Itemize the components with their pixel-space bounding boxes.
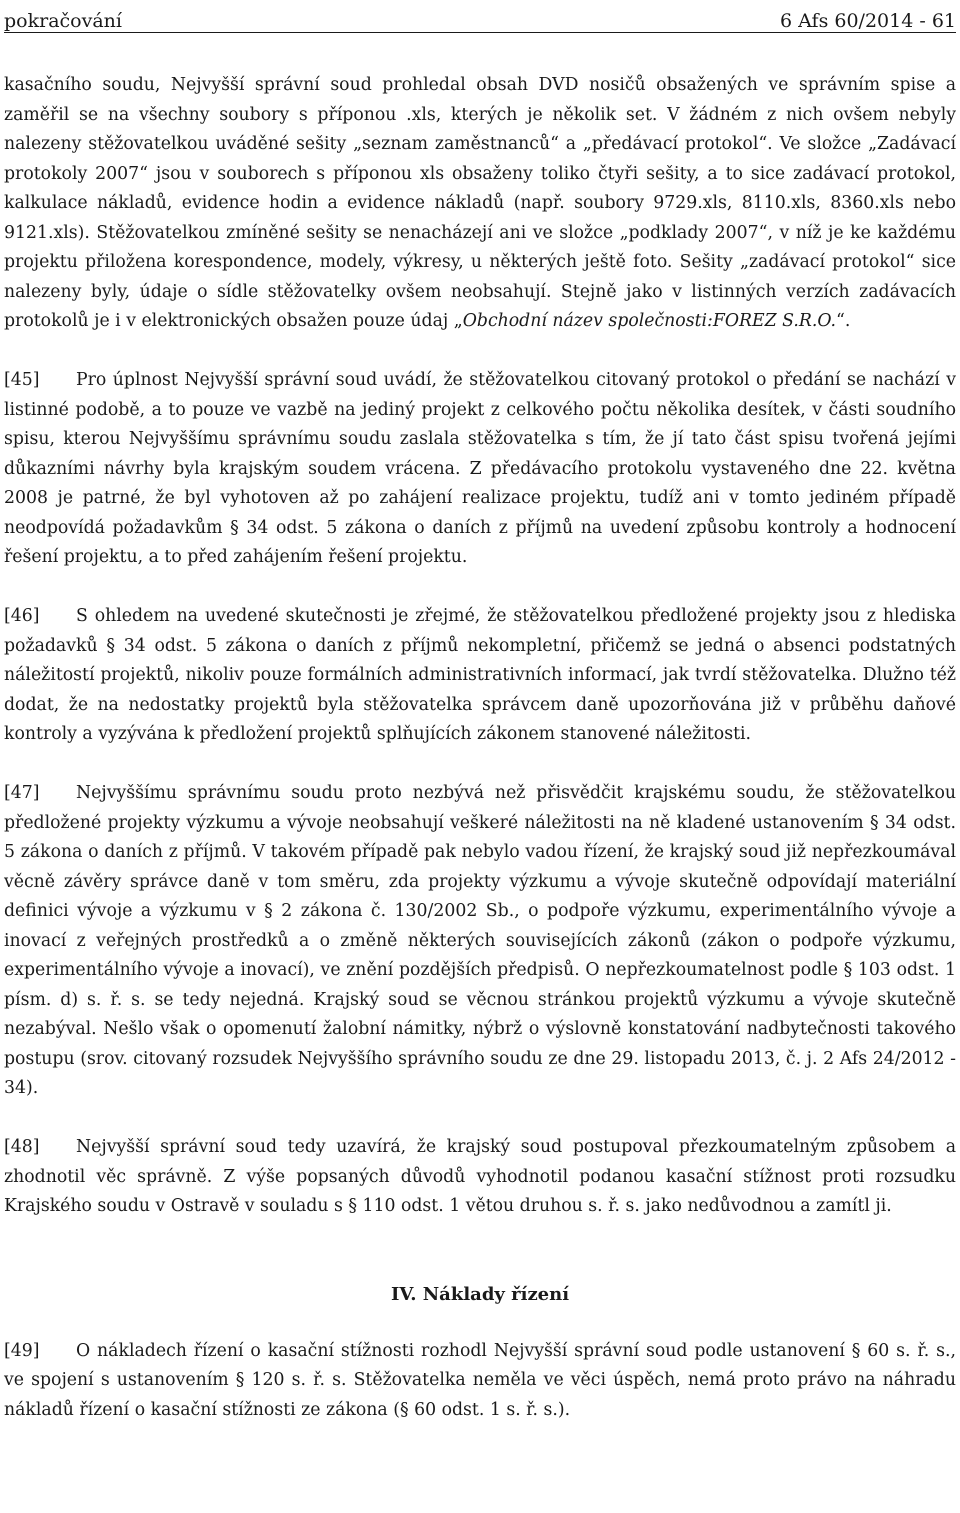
section-heading: IV. Náklady řízení	[390, 1283, 570, 1305]
case-number: 6 Afs 60/2014 - 61	[780, 10, 956, 32]
paragraph-49	[4, 1337, 956, 1426]
paragraph-number: [46]	[4, 606, 40, 626]
paragraph-text: Nejvyššímu správnímu soudu proto nezbývá než přisvědčit krajskému soudu, že stěžovatelkou předložené projekty výzkumu a vývoje neobsahují veškeré náležitosti na ně kladené ustanovením § 34 odst. 5 zákona o daních z příjmů. V takovém případě pak nebylo vadou řízení, že krajský soud již nepřezkoumával věcně závěry správce daně v tom směru, zda projekty výzkumu a vývoje skutečně odpovídají materiální definici vývoje a výzkumu v § 2 zákona č. 130/2002 Sb., o podpoře výzkumu, experimentálního vývoje a inovací z veřejných prostředků a o změně některých souvisejících zákonů (zákon o podpoře výzkumu, experimentálního vývoje a inovací), ve znění pozdějších předpisů. O nepřezkoumatelnost podle § 103 odst. 1 písm. d) s. ř. s. se tedy nejedná. Krajský soud se věcnou stránkou projektů výzkumu a vývoje skutečně nezabýval. Nešlo však o opomenutí žalobní námitky, nýbrž o výslovně konstatování nadbytečnosti takového postupu (srov. citovaný rozsudek Nejvyššího správního soudu ze dne 29. listopadu 2013, č. j. 2 Afs 24/2012 - 34).	[4, 783, 956, 1098]
page-header	[4, 0, 956, 33]
paragraph-continuation	[4, 71, 956, 337]
paragraph-number: [49]	[4, 1340, 40, 1361]
header-continuation-label: pokračování	[4, 10, 122, 32]
paragraph-46	[4, 602, 956, 750]
paragraph-tail: “.	[836, 311, 851, 331]
paragraph-45	[4, 366, 956, 573]
paragraph-number: [47]	[4, 783, 40, 803]
paragraph-text: Nejvyšší správní soud tedy uzavírá, že krajský soud postupoval přezkoumatelným způsobem a zhodnotil věc správně. Z výše popsaných důvodů vyhodnotil podanou kasační stížnost proti rozsudku Krajského soudu v Ostravě v souladu s § 110 odst. 1 větou druhou s. ř. s. jako nedůvodnou a zamítl ji.	[4, 1137, 956, 1216]
quoted-company-name: Obchodní název společnosti:FOREZ S.R.O.	[462, 311, 837, 331]
paragraph-text: kasačního soudu, Nejvyšší správní soud prohledal obsah DVD nosičů obsažených ve správním spise a zaměřil se na všechny soubory s příponou .xls, kterých je několik set. V žádném z nich ovšem nebyly nalezeny stěžovatelkou uváděné sešity „seznam zaměstnanců“ a „předávací protokol“. Ve složce „Zadávací protokoly 2007“ jsou v souborech s příponou xls obsaženy toliko čtyři sešity, a to sice zadávací protokol, kalkulace nákladů, evidence hodin a evidence nákladů (např. soubory 9729.xls, 8110.xls, 8360.xls nebo 9121.xls). Stěžovatelkou zmíněné sešity se nenacházejí ani ve složce „podklady 2007“, v níž je ke každému projektu přiložena korespondence, modely, výkresy, u některých ještě foto. Sešity „zadávací protokol“ sice nalezeny byly, údaje o sídle stěžovatelky ovšem neobsahují. Stejně jako v listinných verzích zadávacích protokolů je i v elektronických obsažen pouze údaj „	[4, 75, 956, 331]
paragraph-text: Pro úplnost Nejvyšší správní soud uvádí, že stěžovatelkou citovaný protokol o předání se nachází v listinné podobě, a to pouze ve vazbě na jediný projekt z celkového počtu několika desítek, v části soudního spisu, kterou Nejvyššímu správnímu soudu zaslala stěžovatelka s tím, že jí tato část spisu tvořená jejími důkazními návrhy byla krajským soudem vrácena. Z předávacího protokolu vystaveného dne 22. května 2008 je patrné, že byl vyhotoven až po zahájení realizace projektu, tudíž ani v tomto jediném případě neodpovídá požadavkům § 34 odst. 5 zákona o daních z příjmů na uvedení způsobu kontroly a hodnocení řešení projektu, a to před zahájením řešení projektu.	[4, 370, 956, 567]
paragraph-text: O nákladech řízení o kasační stížnosti rozhodl Nejvyšší správní soud podle ustanovení § 60 s. ř. s., ve spojení s ustanovením § 120 s. ř. s. Stěžovatelka neměla ve věci úspěch, nemá proto právo na náhradu nákladů řízení o kasační stížnosti ze zákona (§ 60 odst. 1 s. ř. s.).	[4, 1340, 956, 1420]
document-body	[4, 71, 956, 1425]
paragraph-number: [48]	[4, 1137, 40, 1157]
paragraph-48	[4, 1133, 956, 1222]
paragraph-number: [45]	[4, 370, 40, 390]
paragraph-47	[4, 779, 956, 1104]
paragraph-text: S ohledem na uvedené skutečnosti je zřejmé, že stěžovatelkou předložené projekty jsou z hlediska požadavků § 34 odst. 5 zákona o daních z příjmů nekompletní, přičemž se jedná o absenci podstatných náležitostí projektů, nikoliv pouze formálních administrativních informací, jak tvrdí stěžovatelka. Dlužno též dodat, že na nedostatky projektů byla stěžovatelka správcem daně upozorňována již v průběhu daňové kontroly a vyzývána k předložení projektů splňujících zákonem stanovené náležitosti.	[4, 606, 956, 744]
